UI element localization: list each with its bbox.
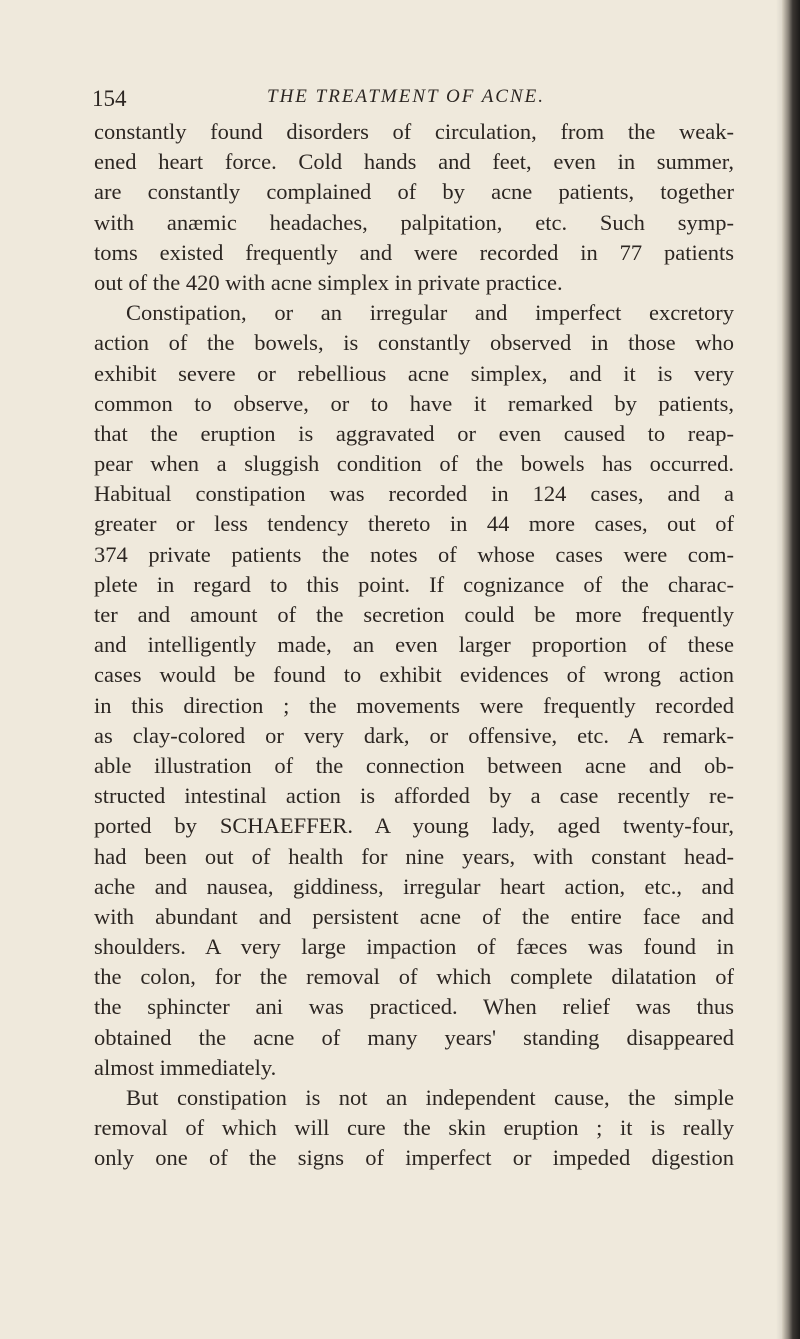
text-line: obtained the acne of many years' standing disappeared — [94, 1024, 734, 1050]
text-line: greater or less tendency thereto in 44 more cases, out of — [94, 511, 734, 537]
text-line: ported by SCHAEFFER. A young lady, aged twenty-four, — [94, 813, 734, 839]
text-line: able illustration of the connection between acne and ob- — [94, 752, 734, 778]
text-line: almost immediately. — [94, 1054, 277, 1080]
text-line: Habitual constipation was recorded in 124 cases, and a — [94, 481, 734, 507]
text-line: ache and nausea, giddiness, irregular heart action, etc., and — [94, 873, 734, 899]
running-head — [92, 86, 732, 116]
page-number: 154 — [92, 86, 127, 111]
text-body — [94, 117, 734, 1174]
running-title: THE TREATMENT OF ACNE. — [267, 86, 546, 107]
text-line: as clay-colored or very dark, or offensive, etc. A remark- — [94, 722, 734, 748]
text-line: structed intestinal action is afforded by a case recently re- — [94, 783, 734, 809]
text-line: plete in regard to this point. If cognizance of the charac- — [94, 571, 734, 597]
page-edge-shadow — [782, 0, 800, 1339]
text-line: out of the 420 with acne simplex in private practice. — [94, 269, 563, 295]
text-line: with anæmic headaches, palpitation, etc. Such symp- — [94, 209, 734, 235]
text-line: Constipation, or an irregular and imperfect excretory — [126, 300, 734, 326]
text-line: ened heart force. Cold hands and feet, even in summer, — [94, 149, 734, 175]
text-line: that the eruption is aggravated or even caused to reap- — [94, 420, 734, 446]
text-line: common to observe, or to have it remarked by patients, — [94, 390, 734, 416]
text-line: only one of the signs of imperfect or impeded digestion — [94, 1145, 734, 1171]
text-line: action of the bowels, is constantly observed in those who — [94, 330, 734, 356]
text-line: the sphincter ani was practiced. When relief was thus — [94, 994, 734, 1020]
text-line: toms existed frequently and were recorded in 77 patients — [94, 239, 734, 265]
text-line: exhibit severe or rebellious acne simplex, and it is very — [94, 360, 734, 386]
text-line: ter and amount of the secretion could be more frequently — [94, 602, 734, 627]
text-line: 374 private patients the notes of whose cases were com- — [94, 541, 734, 567]
text-line: constantly found disorders of circulation, from the weak- — [94, 119, 734, 144]
text-line: with abundant and persistent acne of the entire face and — [94, 903, 734, 929]
text-line: had been out of health for nine years, with constant head- — [94, 843, 734, 869]
text-line: removal of which will cure the skin eruption ; it is really — [94, 1115, 734, 1141]
text-line: and intelligently made, an even larger proportion of these — [94, 632, 734, 658]
text-line: the colon, for the removal of which complete dilatation of — [94, 964, 734, 990]
text-line: in this direction ; the movements were frequently recorded — [94, 692, 734, 718]
text-line: are constantly complained of by acne patients, together — [94, 179, 734, 205]
text-line: pear when a sluggish condition of the bowels has occurred. — [94, 451, 734, 477]
text-line: But constipation is not an independent cause, the simple — [126, 1085, 734, 1110]
text-line: cases would be found to exhibit evidences of wrong action — [94, 662, 734, 688]
text-line: shoulders. A very large impaction of fæces was found in — [94, 934, 734, 960]
